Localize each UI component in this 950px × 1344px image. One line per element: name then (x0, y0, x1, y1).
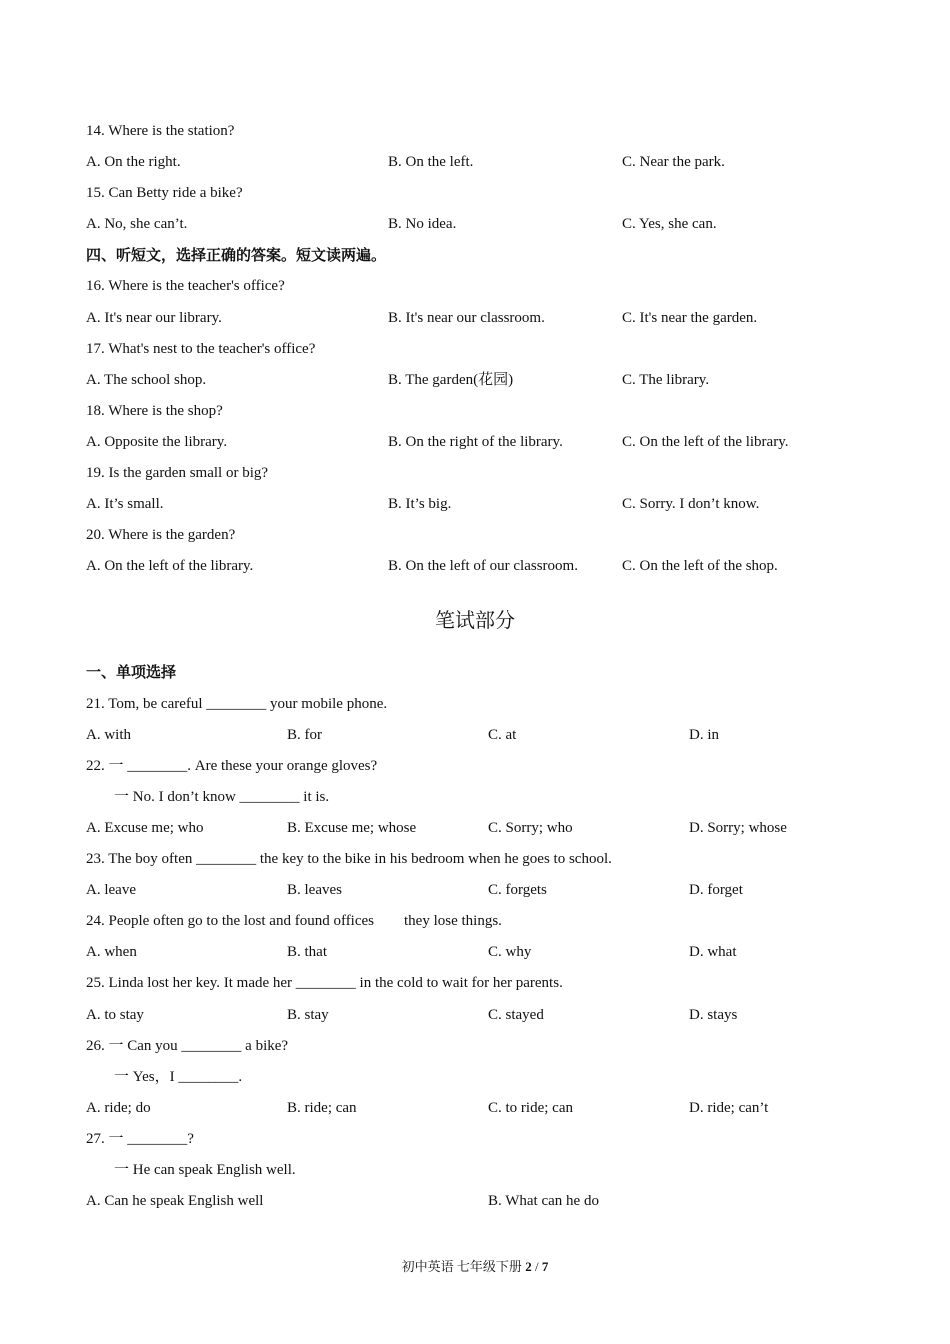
option-20a: A. On the left of the library. (86, 558, 254, 574)
option-22b: B. Excuse me; whose (287, 820, 417, 836)
question-27: 27. 一 ________? (86, 1131, 194, 1147)
page-total: 7 (541, 1259, 549, 1274)
question-26-reply: 一 Yes，I ________. (114, 1069, 243, 1085)
option-24b: B. that (287, 944, 327, 960)
option-24a: A. when (86, 944, 137, 960)
option-18c: C. On the left of the library. (622, 434, 789, 450)
option-23c: C. forgets (488, 882, 547, 898)
question-24: 24. People often go to the lost and found offices they lose things. (86, 913, 502, 929)
option-27a: A. Can he speak English well (86, 1193, 264, 1209)
question-27-reply: 一 He can speak English well. (114, 1162, 296, 1178)
option-22c: C. Sorry; who (488, 820, 573, 836)
option-17b: B. The garden(花园) (388, 372, 514, 388)
option-14b: B. On the left. (388, 154, 474, 170)
question-26: 26. 一 Can you ________ a bike? (86, 1038, 289, 1054)
option-18a: A. Opposite the library. (86, 434, 228, 450)
question-21: 21. Tom, be careful ________ your mobile phone. (86, 696, 388, 712)
question-15: 15. Can Betty ride a bike? (86, 185, 243, 201)
option-17a: A. The school shop. (86, 372, 207, 388)
single-choice-heading: 一、单项选择 (86, 663, 177, 681)
written-section-title: 笔试部分 (435, 608, 515, 632)
option-24d: D. what (689, 944, 737, 960)
option-16c: C. It's near the garden. (622, 310, 758, 326)
option-15b: B. No idea. (388, 216, 457, 232)
option-14c: C. Near the park. (622, 154, 725, 170)
option-26b: B. ride; can (287, 1100, 357, 1116)
option-16b: B. It's near our classroom. (388, 310, 545, 326)
page-number: 2 (525, 1259, 532, 1274)
section-4-heading: 四、听短文，选择正确的答案。短文读两遍。 (86, 246, 387, 264)
question-23: 23. The boy often ________ the key to the bike in his bedroom when he goes to school. (86, 851, 612, 867)
question-17: 17. What's nest to the teacher's office? (86, 341, 316, 357)
question-25: 25. Linda lost her key. It made her ________ in the cold to wait for her parents. (86, 975, 563, 991)
option-25d: D. stays (689, 1007, 738, 1023)
option-25a: A. to stay (86, 1007, 144, 1023)
option-22a: A. Excuse me; who (86, 820, 204, 836)
option-23a: A. leave (86, 882, 136, 898)
option-23d: D. forget (689, 882, 743, 898)
option-24c: C. why (488, 944, 532, 960)
option-21b: B. for (287, 727, 322, 743)
option-18b: B. On the right of the library. (388, 434, 563, 450)
question-19: 19. Is the garden small or big? (86, 465, 269, 481)
question-18: 18. Where is the shop? (86, 403, 223, 419)
option-21c: C. at (488, 727, 517, 743)
option-15c: C. Yes, she can. (622, 216, 717, 232)
question-20: 20. Where is the garden? (86, 527, 236, 543)
option-26c: C. to ride; can (488, 1100, 573, 1116)
option-21d: D. in (689, 727, 719, 743)
option-19c: C. Sorry. I don’t know. (622, 496, 760, 512)
question-14: 14. Where is the station? (86, 123, 235, 139)
option-22d: D. Sorry; whose (689, 820, 787, 836)
option-19b: B. It’s big. (388, 496, 452, 512)
option-23b: B. leaves (287, 882, 342, 898)
option-16a: A. It's near our library. (86, 310, 222, 326)
option-21a: A. with (86, 727, 131, 743)
option-20c: C. On the left of the shop. (622, 558, 778, 574)
question-22-reply: 一 No. I don’t know ________ it is. (114, 789, 330, 805)
page-footer (0, 1258, 950, 1276)
option-27b: B. What can he do (488, 1193, 599, 1209)
option-20b: B. On the left of our classroom. (388, 558, 578, 574)
question-22: 22. 一 ________. Are these your orange gloves? (86, 758, 378, 774)
option-26a: A. ride; do (86, 1100, 151, 1116)
option-25c: C. stayed (488, 1007, 544, 1023)
option-17c: C. The library. (622, 372, 710, 388)
option-19a: A. It’s small. (86, 496, 164, 512)
option-25b: B. stay (287, 1007, 329, 1023)
option-14a: A. On the right. (86, 154, 181, 170)
question-16: 16. Where is the teacher's office? (86, 278, 285, 294)
footer-text: 初中英语 七年级下册 (401, 1259, 526, 1274)
option-15a: A. No, she can’t. (86, 216, 188, 232)
option-26d: D. ride; can’t (689, 1100, 769, 1116)
page-separator: / (531, 1259, 542, 1274)
